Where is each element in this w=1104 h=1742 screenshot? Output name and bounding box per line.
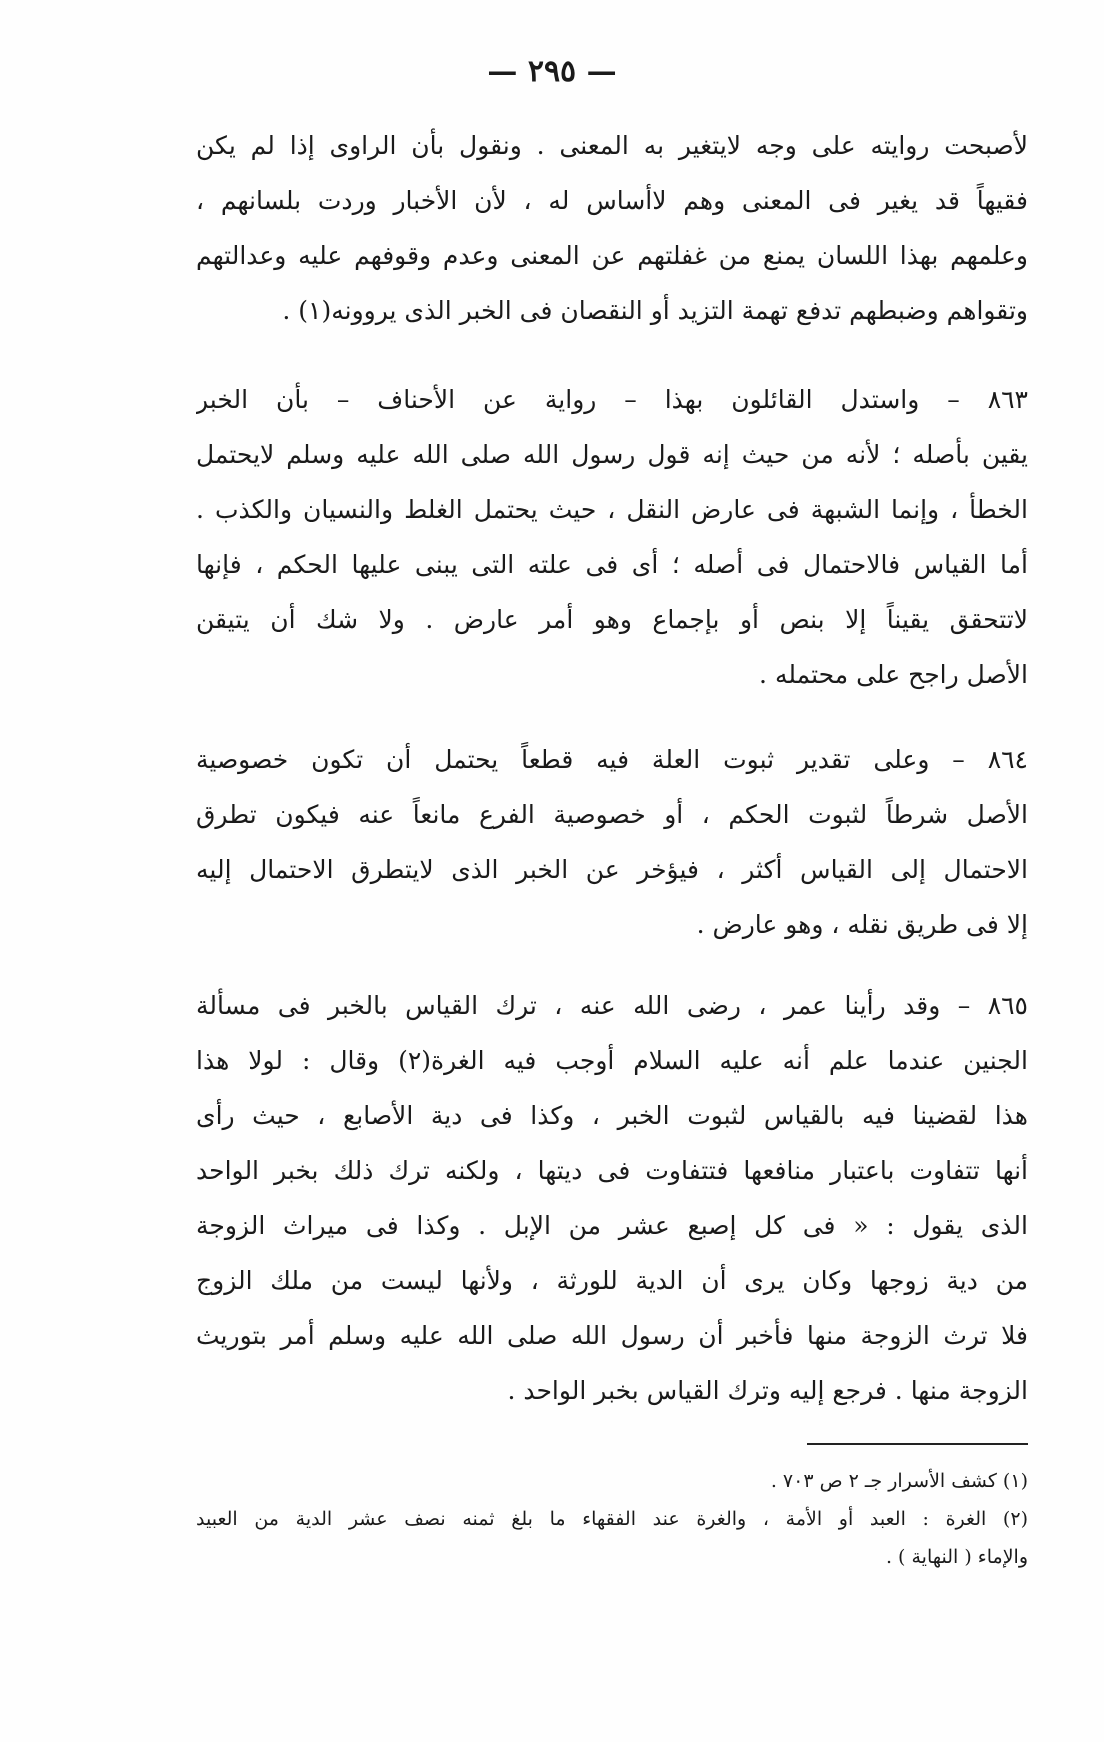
text-line: الذى يقول : « فى كل إصبع عشر من الإبل . وكذا فى ميراث الزوجة [196,1211,1028,1240]
footnote-divider [807,1443,1028,1445]
text-line: هذا لقضينا فيه بالقياس لثبوت الخبر ، وكذا فى دية الأصابع ، حيث رأى [196,1101,1028,1130]
text-line: الخطأ ، وإنما الشبهة فى عارض النقل ، حيث يحتمل الغلط والنسيان والكذب . [196,495,1028,524]
paragraph-continuation [196,118,1028,338]
text-line: فقيهاً قد يغير فى المعنى وهم لاأساس له ، لأن الأخبار وردت بلسانهم ، [196,186,1028,215]
footnote-line: والإماء ( النهاية ) . [885,1546,1028,1568]
paragraph-863 [196,372,1028,702]
text-line: الأصل راجح على محتمله . [759,660,1028,689]
text-line: فلا ترث الزوجة منها فأخبر أن رسول الله صلى الله عليه وسلم أمر بتوريث [196,1321,1028,1350]
page-number: — ٢٩٥ — [487,54,617,89]
footnote-1 [196,1462,1028,1500]
text-line: الاحتمال إلى القياس أكثر ، فيؤخر عن الخبر الذى لايتطرق الاحتمال إليه [196,855,1028,884]
text-line: الجنين عندما علم أنه عليه السلام أوجب فيه الغرة(٢) وقال : لولا هذا [196,1046,1028,1075]
text-line: أنها تتفاوت باعتبار منافعها فتتفاوت فى ديتها ، ولكنه ترك ذلك بخبر الواحد [196,1156,1028,1185]
text-line: يقين بأصله ؛ لأنه من حيث إنه قول رسول الله صلى الله عليه وسلم لايحتمل [196,440,1028,469]
paragraph-865 [196,978,1028,1418]
footnote-line: (٢) الغرة : العبد أو الأمة ، والغرة عند الفقهاء ما بلغ ثمنه نصف عشر الدية من العبيد [196,1508,1028,1530]
text-line: وعلمهم بهذا اللسان يمنع من غفلتهم عن المعنى وعدم وقوفهم عليه وعدالتهم [196,241,1028,270]
text-line: ٨٦٤ – وعلى تقدير ثبوت العلة فيه قطعاً يحتمل أن تكون خصوصية [196,745,1028,774]
paragraph-864 [196,732,1028,952]
text-line: لأصبحت روايته على وجه لايتغير به المعنى . ونقول بأن الراوى إذا لم يكن [196,131,1028,160]
text-line: الزوجة منها . فرجع إليه وترك القياس بخبر الواحد . [507,1376,1028,1405]
text-line: الأصل شرطاً لثبوت الحكم ، أو خصوصية الفرع مانعاً عنه فيكون تطرق [196,800,1028,829]
text-line: وتقواهم وضبطهم تدفع تهمة التزيد أو النقصان فى الخبر الذى يروونه(١) . [282,296,1028,325]
text-line: لاتتحقق يقيناً إلا بنص أو بإجماع وهو أمر عارض . ولا شك أن يتيقن [196,605,1028,634]
text-line: إلا فى طريق نقله ، وهو عارض . [696,910,1028,939]
text-line: ٨٦٣ – واستدل القائلون بهذا – رواية عن الأحناف – بأن الخبر [196,385,1028,414]
footnote-2 [196,1500,1028,1576]
footnotes [196,1462,1028,1576]
text-line: ٨٦٥ – وقد رأينا عمر ، رضى الله عنه ، ترك القياس بالخبر فى مسألة [196,991,1028,1020]
text-line: أما القياس فالاحتمال فى أصله ؛ أى فى علته التى يبنى عليها الحكم ، فإنها [196,550,1028,579]
footnote-line: (١) كشف الأسرار جـ ٢ ص ٧٠٣ . [770,1470,1028,1492]
text-line: من دية زوجها وكان يرى أن الدية للورثة ، ولأنها ليست من ملك الزوج [196,1266,1028,1295]
